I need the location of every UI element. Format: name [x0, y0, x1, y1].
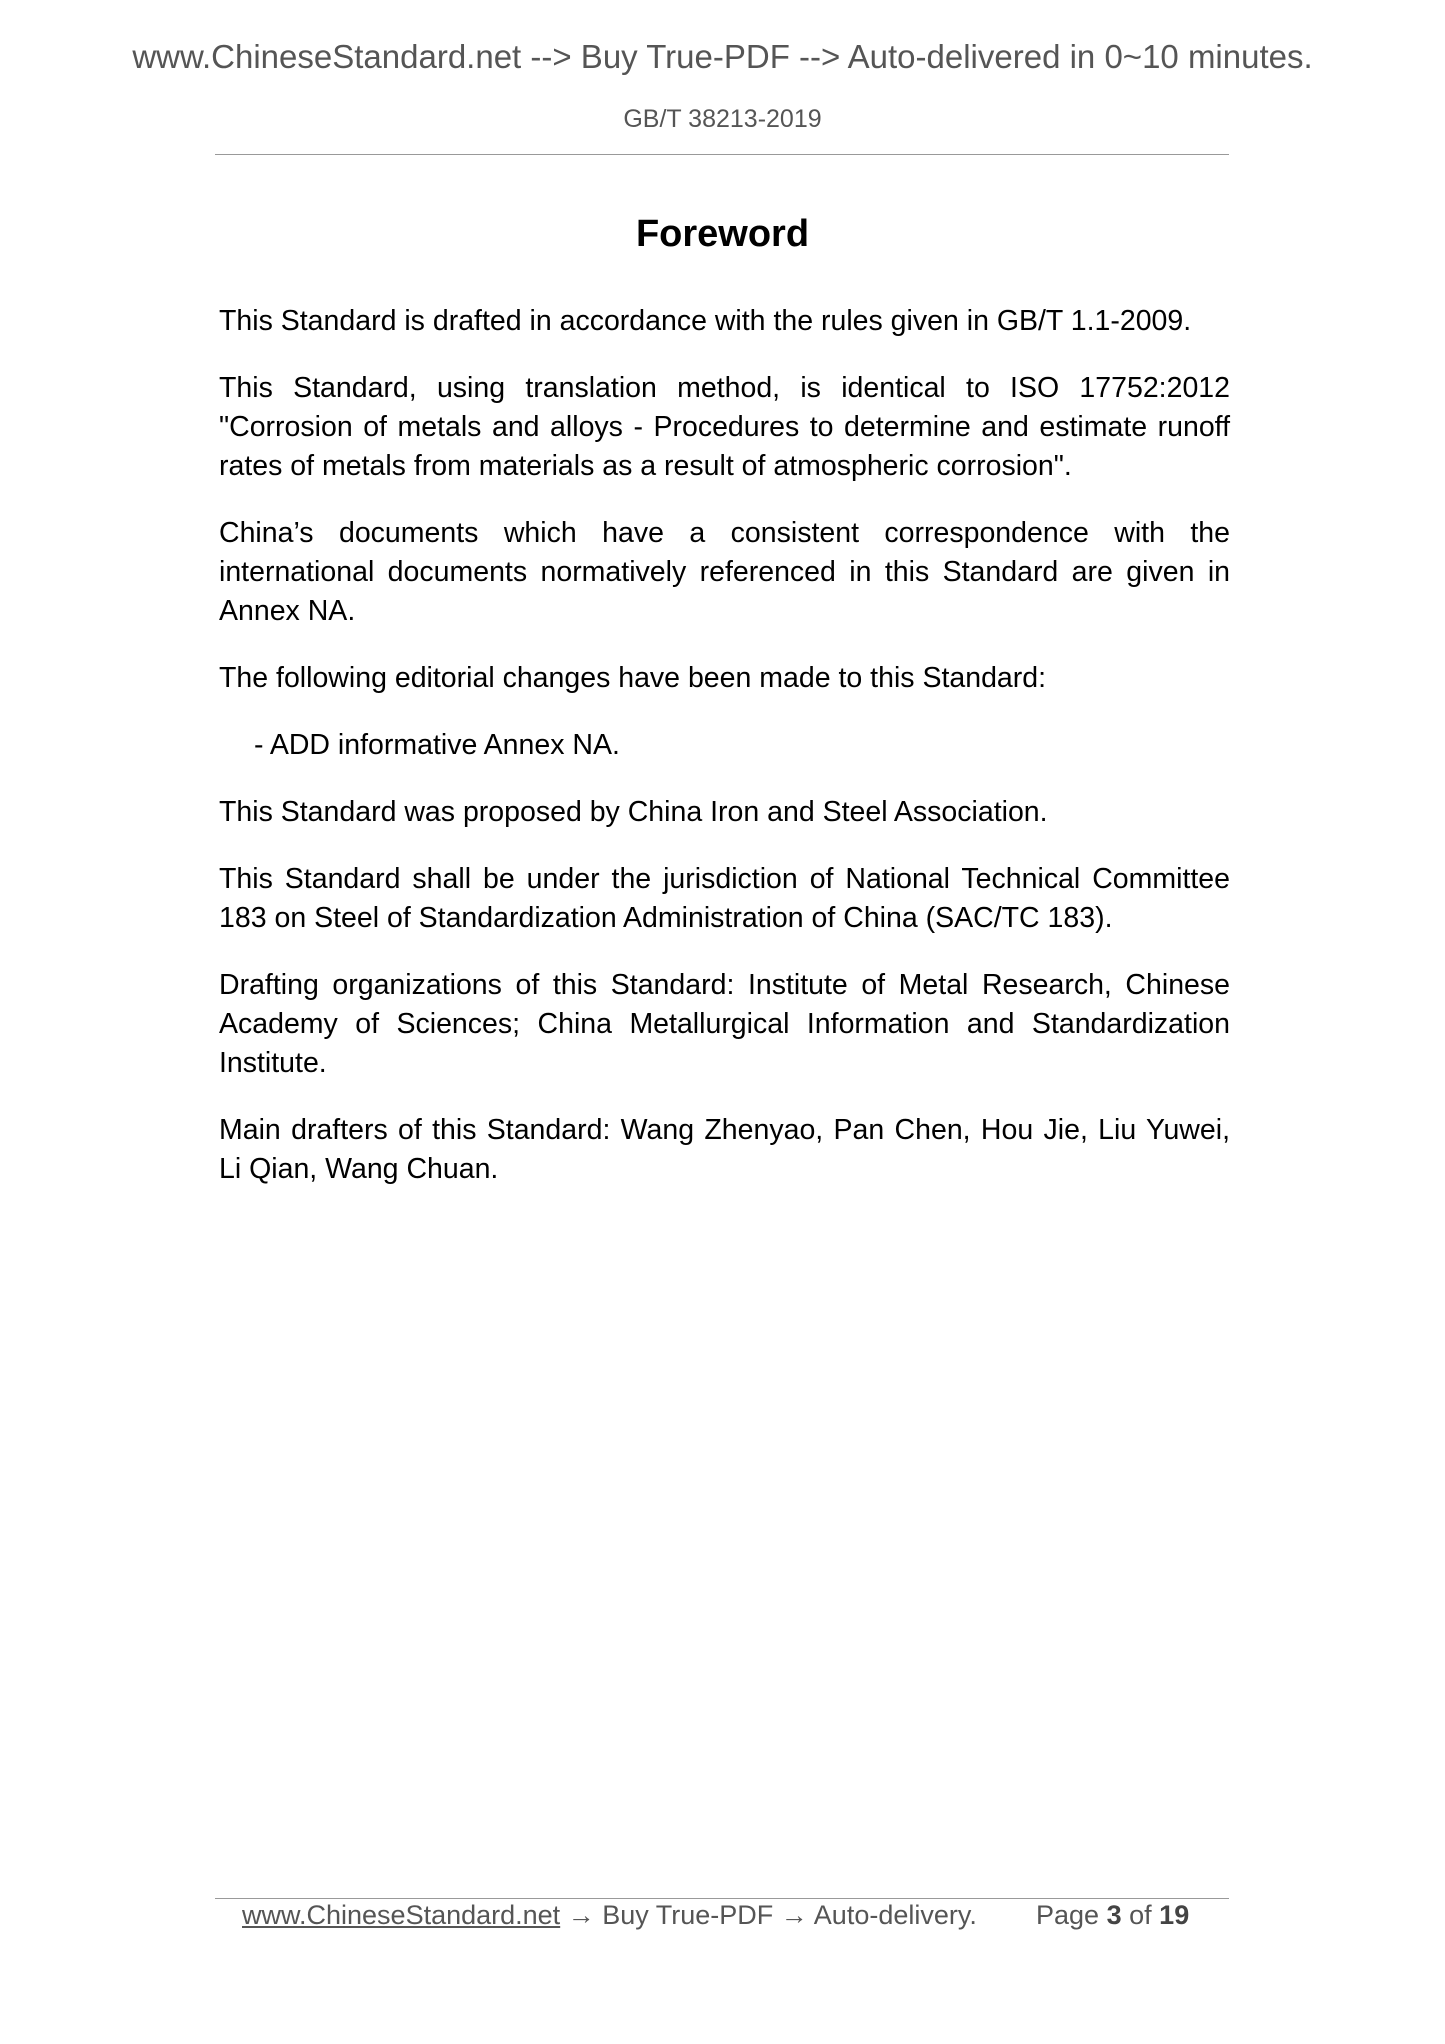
- paragraph-proposed-by: This Standard was proposed by China Iron and Steel Association.: [219, 796, 1048, 828]
- footer-site-link[interactable]: www.ChineseStandard.net: [242, 1900, 561, 1930]
- header-divider: [215, 154, 1229, 155]
- footer-buy-text: Buy True-PDF: [602, 1900, 774, 1930]
- top-banner: www.ChineseStandard.net --> Buy True-PDF --> Auto-delivered in 0~10 minutes.: [132, 38, 1313, 75]
- paragraph-correspondence: China’s documents which have a consistent correspondence with the international documents normatively referenced in this Standard are given in Annex NA.: [219, 517, 1230, 627]
- arrow-right-icon: →: [780, 1900, 808, 1930]
- of-label: of: [1129, 1900, 1152, 1930]
- list-item-editorial-change: - ADD informative Annex NA.: [254, 729, 620, 761]
- page-indicator: [1036, 1900, 1189, 1931]
- arrow-right-icon: →: [567, 1900, 595, 1930]
- paragraph-jurisdiction: This Standard shall be under the jurisdiction of National Technical Committee 183 on Steel of Standardization Administration of China (SAC/TC 183).: [219, 863, 1230, 934]
- page-number: 3: [1106, 1900, 1122, 1930]
- page-title: Foreword: [635, 213, 810, 255]
- paragraph-main-drafters: Main drafters of this Standard: Wang Zhenyao, Pan Chen, Hou Jie, Liu Yuwei, Li Qian, Wang Chuan.: [219, 1114, 1230, 1185]
- foreword-body: [219, 302, 1230, 1217]
- paragraph-iso-equivalence: This Standard, using translation method, is identical to ISO 17752:2012 "Corrosion of metals and alloys - Procedures to determine and estimate runoff rates of metals from materials as a result of atmospheric corrosion".: [219, 372, 1230, 482]
- footer-promo: [242, 1900, 977, 1931]
- page-label: Page: [1036, 1900, 1100, 1930]
- footer-divider: [215, 1898, 1229, 1899]
- document-code: GB/T 38213-2019: [623, 105, 822, 133]
- paragraph-editorial-changes: The following editorial changes have been made to this Standard:: [219, 662, 1047, 694]
- footer-delivery-text: Auto-delivery.: [813, 1900, 977, 1930]
- paragraph-drafting-rules: This Standard is drafted in accordance with the rules given in GB/T 1.1-2009.: [219, 305, 1192, 337]
- paragraph-drafting-organizations: Drafting organizations of this Standard: Institute of Metal Research, Chinese Academy of Sciences; China Metallurgical Information and Standardization Institute.: [219, 969, 1230, 1079]
- page-total: 19: [1159, 1900, 1190, 1930]
